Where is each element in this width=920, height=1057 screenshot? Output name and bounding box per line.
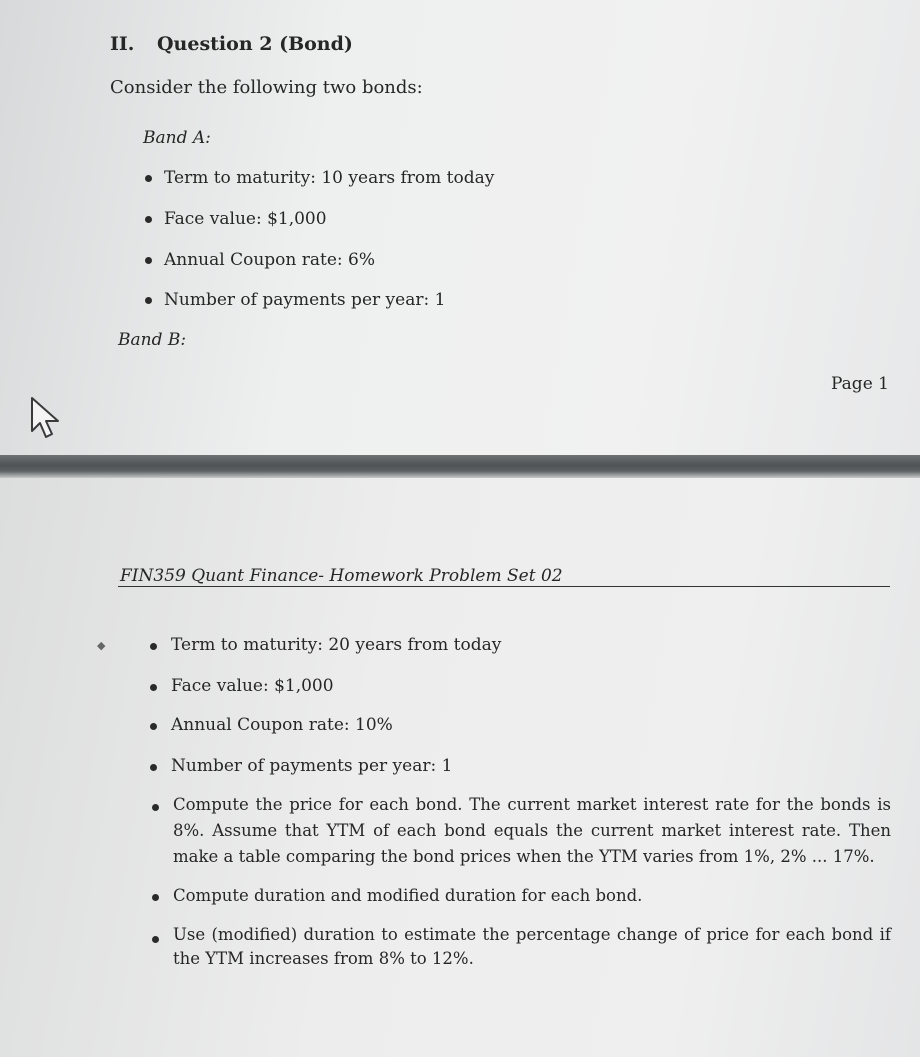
bullet-icon [145,257,152,264]
page-number: Page 1 [831,374,889,394]
bullet-icon [152,804,159,811]
mouse-pointer-icon [28,395,64,445]
bullet-icon [150,643,157,650]
bond-b-item-face-value: Face value: $1,000 [171,676,334,696]
document-page-1 [0,0,920,455]
bullet-icon [145,216,152,223]
bullet-icon [150,723,157,730]
task-compute-price: Compute the price for each bond. The current market interest rate for the bonds is 8%. Assume that YTM of each bond equals the current market interest rate. Then make a table comparing the bond prices when the YTM varies from 1%, 2% ... 17%. [173,795,891,866]
bond-a-item-maturity: Term to maturity: 10 years from today [164,168,495,188]
bullet-icon [152,894,159,901]
bond-a-item-coupon-rate: Annual Coupon rate: 6% [164,250,376,270]
bond-b-item-coupon-rate: Annual Coupon rate: 10% [171,715,393,735]
bullet-icon [145,297,152,304]
bond-b-label: Band B: [118,330,187,350]
bullet-icon [150,684,157,691]
bullet-icon [150,764,157,771]
bond-a-label: Band A: [143,128,211,148]
section-title: Question 2 (Bond) [157,33,353,55]
header-rule [118,586,890,587]
document-header: FIN359 Quant Finance- Homework Problem Set 02 [120,566,563,586]
bond-a-item-payments: Number of payments per year: 1 [164,290,446,310]
intro-text: Consider the following two bonds: [110,77,423,98]
bond-a-item-face-value: Face value: $1,000 [164,209,327,229]
bond-b-item-maturity: Term to maturity: 20 years from today [171,635,502,655]
page-break-divider [0,455,920,478]
task-compute-duration: Compute duration and modified duration for each bond. [173,886,643,905]
task-estimate-change: Use (modified) duration to estimate the percentage change of price for each bond if the YTM increases from 8% to 12%. [173,925,891,968]
margin-mark-icon: ◆ [97,639,106,652]
bullet-icon [152,936,159,943]
bullet-icon [145,175,152,182]
section-number: II. [110,33,135,55]
bond-b-item-payments: Number of payments per year: 1 [171,756,453,776]
